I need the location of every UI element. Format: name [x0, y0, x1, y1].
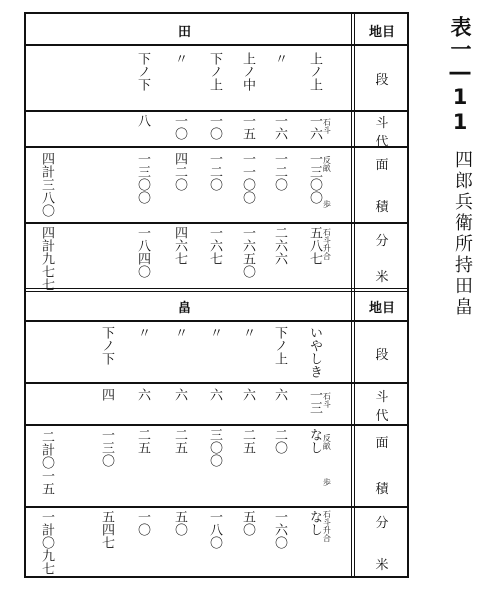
unit-koku-to: 石斗: [322, 118, 332, 134]
land-holdings-table: [24, 12, 409, 578]
dan-cell-1: 下ノ下: [98, 326, 114, 365]
row-divider: [26, 222, 407, 224]
unit-koku-to-sho-go: 石斗升合: [322, 228, 332, 260]
unit-tan-se: 反畝: [322, 156, 332, 172]
menseki-cell-3: 一二〇: [206, 152, 222, 191]
label-todai: [353, 112, 411, 150]
bunmai-cell-2: 一〇: [134, 510, 150, 536]
todai-cell-2: 六: [134, 388, 150, 401]
dan-cell-5: 〃: [239, 326, 255, 339]
menseki-cell-2: 二五: [134, 428, 150, 454]
dan-cell-2: 〃: [171, 52, 187, 65]
unit-bu: 歩: [322, 478, 332, 486]
todai-cell-5: 一六: [271, 114, 287, 140]
bunmai-cell-4: 一六五〇: [239, 226, 255, 278]
bunmai-cell-1: 五四七: [98, 510, 114, 549]
menseki-cell-6: 一三〇〇: [306, 152, 322, 204]
dan-cell-4: 上ノ中: [239, 52, 255, 91]
dan-cell-6: 上ノ上: [306, 52, 322, 91]
bunmai-cell-4: 一八〇: [206, 510, 222, 549]
dan-cell-3: 〃: [171, 326, 187, 339]
bunmai-cell-3: 一六七: [206, 226, 222, 265]
label-bunmai-1: 分: [375, 234, 389, 249]
todai-cell-4: 一五: [239, 114, 255, 140]
menseki-cell-7: なし: [306, 428, 322, 454]
todai-cell-1: 四: [98, 388, 114, 401]
bunmai-cell-1: 一八四〇: [134, 226, 150, 278]
dan-cell-4: 〃: [206, 326, 222, 339]
menseki-cell-4: 一一〇〇: [239, 152, 255, 204]
label-bunmai-2: 米: [375, 270, 389, 285]
menseki-cell-3: 二五: [171, 428, 187, 454]
section-name-rice-field: 田: [178, 25, 194, 40]
dan-cell-5: 〃: [271, 52, 287, 65]
dan-cell-1: 下ノ下: [134, 52, 150, 91]
menseki-cell-1: 一三〇〇: [134, 152, 150, 204]
dan-cell-7: いやしき: [306, 326, 322, 378]
menseki-total: 二計〇一五: [38, 430, 54, 495]
row-divider: [26, 146, 407, 148]
bunmai-cell-2: 四六七: [171, 226, 187, 265]
todai-cell-3: 一〇: [206, 114, 222, 140]
bunmai-cell-6: 五八七: [306, 226, 322, 265]
bunmai-cell-6: 一六〇: [271, 510, 287, 549]
label-todai-2: 代: [375, 135, 389, 150]
bunmai-cell-7: なし: [306, 510, 322, 536]
row-divider: [26, 424, 407, 426]
dan-cell-3: 下ノ上: [206, 52, 222, 91]
label-todai-2: 代: [375, 409, 389, 424]
todai-cell-3: 六: [171, 388, 187, 401]
row-divider: [26, 320, 407, 322]
table-caption: 四郎兵衛所持田畠: [452, 150, 473, 318]
label-dan: 段: [375, 73, 389, 88]
menseki-cell-1: 一三〇: [98, 428, 114, 467]
todai-cell-5: 六: [239, 388, 255, 401]
bunmai-cell-5: 五〇: [239, 510, 255, 536]
label-dan-2: 段: [375, 348, 389, 363]
todai-cell-6: 六: [271, 388, 287, 401]
label-chimoku: 地目: [368, 25, 395, 40]
menseki-cell-2: 四二〇: [171, 152, 187, 191]
unit-koku-to-sho-go: 石斗升合: [322, 510, 332, 542]
label-bunmai-2: 米: [375, 558, 389, 573]
label-chimoku-2: 地目: [368, 301, 395, 316]
label-menseki-1: 面: [375, 158, 389, 173]
label-menseki-2: 積: [375, 482, 389, 497]
todai-cell-2: 一〇: [171, 114, 187, 140]
label-todai-1: 斗: [375, 390, 389, 405]
dan-cell-2: 〃: [134, 326, 150, 339]
menseki-cell-5: 二五: [239, 428, 255, 454]
menseki-cell-4: 三〇〇: [206, 428, 222, 467]
dan-cell-6: 下ノ上: [271, 326, 287, 365]
menseki-cell-6: 二〇: [271, 428, 287, 454]
bunmai-cell-3: 五〇: [171, 510, 187, 536]
todai-cell-7: 一三: [306, 388, 322, 414]
bunmai-total: 一計〇九七: [38, 510, 54, 575]
table-number: 表一―11: [448, 16, 472, 135]
section-divider: [26, 288, 407, 292]
menseki-total: 四計三八〇: [38, 152, 54, 217]
bunmai-cell-5: 二六六: [271, 226, 287, 265]
row-divider: [26, 382, 407, 384]
bunmai-total: 四計九七七: [38, 226, 54, 291]
row-divider: [26, 44, 407, 46]
label-menseki-1: 面: [375, 436, 389, 451]
unit-tan-se: 反畝: [322, 434, 332, 450]
label-menseki-2: 積: [375, 200, 389, 215]
unit-bu: 歩: [322, 200, 332, 208]
label-todai-b: [353, 386, 411, 424]
row-divider: [26, 110, 407, 112]
row-divider: [26, 506, 407, 508]
menseki-cell-5: 一二〇: [271, 152, 287, 191]
todai-cell-1: 八: [134, 114, 150, 127]
label-todai-1: 斗: [375, 116, 389, 131]
todai-cell-6: 一六: [306, 114, 322, 140]
section-name-dry-field: 畠: [178, 301, 194, 316]
todai-cell-4: 六: [206, 388, 222, 401]
unit-koku-to: 石斗: [322, 392, 332, 408]
label-bunmai-1: 分: [375, 516, 389, 531]
